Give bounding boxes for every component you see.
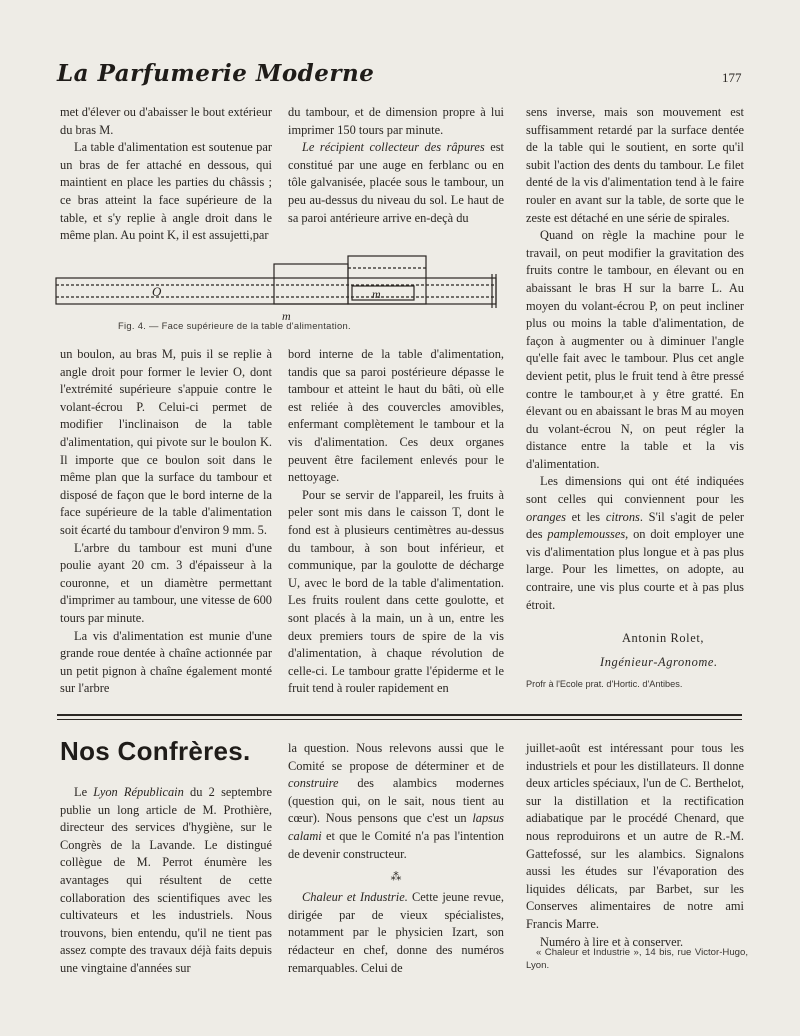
paragraph: La vis d'alimentation est munie d'une grande roue dentée à chaîne actionnée par un petit pignon à chaîne également monté sur l'arbre <box>60 628 272 696</box>
italic-term: Le récipient collecteur des râpures <box>302 140 485 155</box>
paragraph: Numéro à lire et à conserver. <box>540 934 684 949</box>
paragraph-text: Le <box>74 785 94 799</box>
italic-term: construire <box>288 776 339 791</box>
italic-term: lapsus calami <box>288 811 504 843</box>
italic-term: Lyon Républicain <box>93 785 184 799</box>
figure-table-bar <box>56 278 496 304</box>
paragraph: L'arbre du tambour est muni d'une poulie ayant 20 cm. 3 d'épaisseur à la couronne, et un diamètre permettant d'imprimer au tambour, une vitesse de 600 tours par minute. <box>60 540 272 625</box>
paragraph-text: et les <box>565 509 606 524</box>
italic-term: oranges <box>526 509 566 524</box>
paragraph-text: , on doit employer une vis d'alimentation plus longue et à pas plus large. Pour les limettes, on adopte, au contraire, une vis plus courte et à pas plus étroit. <box>526 527 744 612</box>
confreres-column-1 <box>60 784 272 978</box>
footnote <box>526 946 748 972</box>
section-divider <box>57 714 742 716</box>
figure-label-m-below: m <box>282 309 291 323</box>
article-column-2-top <box>288 104 504 227</box>
article-column-1-bottom <box>60 346 272 698</box>
figure-caption: Fig. 4. — Face supérieure de la table d'alimentation. <box>118 320 351 331</box>
figure-small-plate <box>352 286 414 300</box>
confreres-column-3 <box>526 740 744 951</box>
article-column-3 <box>526 104 744 614</box>
italic-term: Chaleur et Industrie. <box>302 890 408 905</box>
paragraph-text: . S'il s'agit de peler des <box>526 509 745 542</box>
paragraph <box>288 139 504 227</box>
figure-raised-block <box>274 264 348 304</box>
asterism: ⁂ <box>390 871 402 884</box>
paragraph-text: et que le Comité n'a pas l'intention de devenir constructeur. <box>288 828 504 861</box>
figure-label-m-inner: m <box>372 287 381 301</box>
paragraph <box>60 784 272 978</box>
footnote-text: « Chaleur et Industrie », 14 bis, rue Victor-Hugo, Lyon. <box>526 947 748 971</box>
figure-label-o: O <box>152 284 162 299</box>
section-title: Nos Confrères. <box>60 736 251 766</box>
paragraph: un boulon, au bras M, puis il se replie à angle droit pour former le levier O, dont l'extrémité supérieure s'appuie contre le volant-écrou P. Celui-ci permet de modifier l'inclinaison de la table d'alimentation, qui pivote sur le boulon K. Il importe que ce boulon soit dans le même plan que la surface du tambour et disposé de façon que le bord interne de la face supérieure de la table d'alimentation soit écarté du tambour d'environ 9 mm. 5. <box>60 347 272 537</box>
article-column-1-top <box>60 104 272 245</box>
paragraph-text: est constitué par une auge en ferblanc ou en tôle galvanisée, placée sous le tambour, un peu au-dessus du niveau du sol. Le haut de sa paroi antérieure arrive en-deçà du <box>288 140 504 225</box>
masthead-title: La Parfumerie Moderne <box>57 60 375 87</box>
author-title: Ingénieur-Agronome. <box>600 655 718 669</box>
paragraph: juillet-août est intéressant pour tous les industriels et pour les distillateurs. Il donne deux articles spéciaux, l'un de C. Berthelot, sur la distillation et la rectification adiabatique par le procédé Chenard, que nous reproduirons et un autre de R.-M. Gattefossé, sur les alambics. Signalons aussi les études sur l'évaporation des liquides délicats, par Barbet, sur les Conserves alimentaires de notre ami Francis Marre. <box>526 741 744 931</box>
paragraph: Pour se servir de l'appareil, les fruits à peler sont mis dans le caisson T, dont le fond est à plusieurs centimètres au-dessus du tambour, à son bout inférieur, et communique, par la goulotte de décharge U, avec le bord de la table d'alimentation. Les fruits roulent dans cette goulotte, et sont placés à la main, un à un, entre les deux premiers tours de spire de la vis d'alimentation, à chaque révolution de celle-ci. Le tambour gratte l'épiderme et le fruit tend à rouler rapidement en <box>288 487 504 696</box>
italic-term: citrons <box>605 509 640 524</box>
author-name: Antonin Rolet, <box>622 631 705 645</box>
article-column-2-bottom <box>288 346 504 698</box>
paragraph-text: Les dimensions qui ont été indiquées sont celles qui conviennent pour les <box>526 474 744 507</box>
paragraph: Quand on règle la machine pour le travail, on peut modifier la gravitation des fruits contre le tambour, en élevant ou en abaissant le bras H sur la barre L. Au moyen du volant-écrou P, on peut incliner plus ou moins la table d'alimentation, de façon à augmenter ou à diminuer l'angle qu'elle fait avec le tambour. Plus cet angle devient petit, plus le fruit tend à être pressé contre le tambour,et à y être gratté. En élevant ou en abaissant le bras M au moyen du volant-écrou N, on peut régler la distance entre la table et la vis d'alimentation. <box>526 228 744 471</box>
paragraph-text: Cette jeune revue, dirigée par de vieux spécialistes, notamment par le physicien Izart, son rédacteur en chef, donne des numéros remarquables. Celui de <box>288 890 504 975</box>
paragraph-text: du 2 septembre publie un long article de M. Prothière, directeur des services d'hygiène, sur le Congrès de la Lavande. Le distingué collègue de M. Perrot énumère les avantages qui résultent de cette collaboration des scientifiques avec les cultivateurs et les industriels. Nous trouvons, bien entendu, qu'il ne tient pas assez compte des travaux déjà faits depuis une vingtaine d'années sur <box>60 785 272 975</box>
paragraph-text: la question. Nous relevons aussi que le Comité se propose de déterminer et de <box>288 741 504 773</box>
paragraph: La table d'alimentation est soutenue par un bras de fer attaché en dessous, qui maintient en place les parties du châssis ; ce bras atteint la face supérieure de la table, et s'y replie à angle droit dans le même plan. Au point K, il est assujetti,par <box>60 140 272 243</box>
confreres-column-2 <box>288 740 504 977</box>
section-divider <box>57 719 742 720</box>
paragraph-text: des alambics modernes (question qui, on le sait, nous tient au cœur). Nous pensons que c'est un <box>288 776 504 826</box>
author-affiliation: Profr à l'Ecole prat. d'Hortic. d'Antibes. <box>526 679 683 689</box>
paragraph: sens inverse, mais son mouvement est suffisamment retardé par la surface dentée de la table qui le soutient, en sorte qu'il subit l'action des dents du tambour. Le filet denté de la vis d'alimentation tend à le faire rouler en avant sur la table, de sorte que le zeste est détaché en une série de spirales. <box>526 105 744 225</box>
paragraph: met d'élever ou d'abaisser le bout extérieur du bras M. <box>60 105 272 137</box>
page-number: 177 <box>722 70 742 85</box>
paragraph <box>526 473 744 614</box>
paragraph: du tambour, et de dimension propre à lui imprimer 150 tours par minute. <box>288 105 504 137</box>
paragraph: bord interne de la table d'alimentation, tandis que sa paroi postérieure dépasse le tambour et atteint le haut du bâti, où elle est reliée à des couvercles amovibles, enfermant complètement le tambour et la vis d'alimentation. Ces deux organes peuvent être facilement enlevés pour le nettoyage. <box>288 347 504 485</box>
italic-term: pamplemousses <box>547 527 626 542</box>
paragraph <box>288 889 504 977</box>
paragraph <box>288 740 504 863</box>
